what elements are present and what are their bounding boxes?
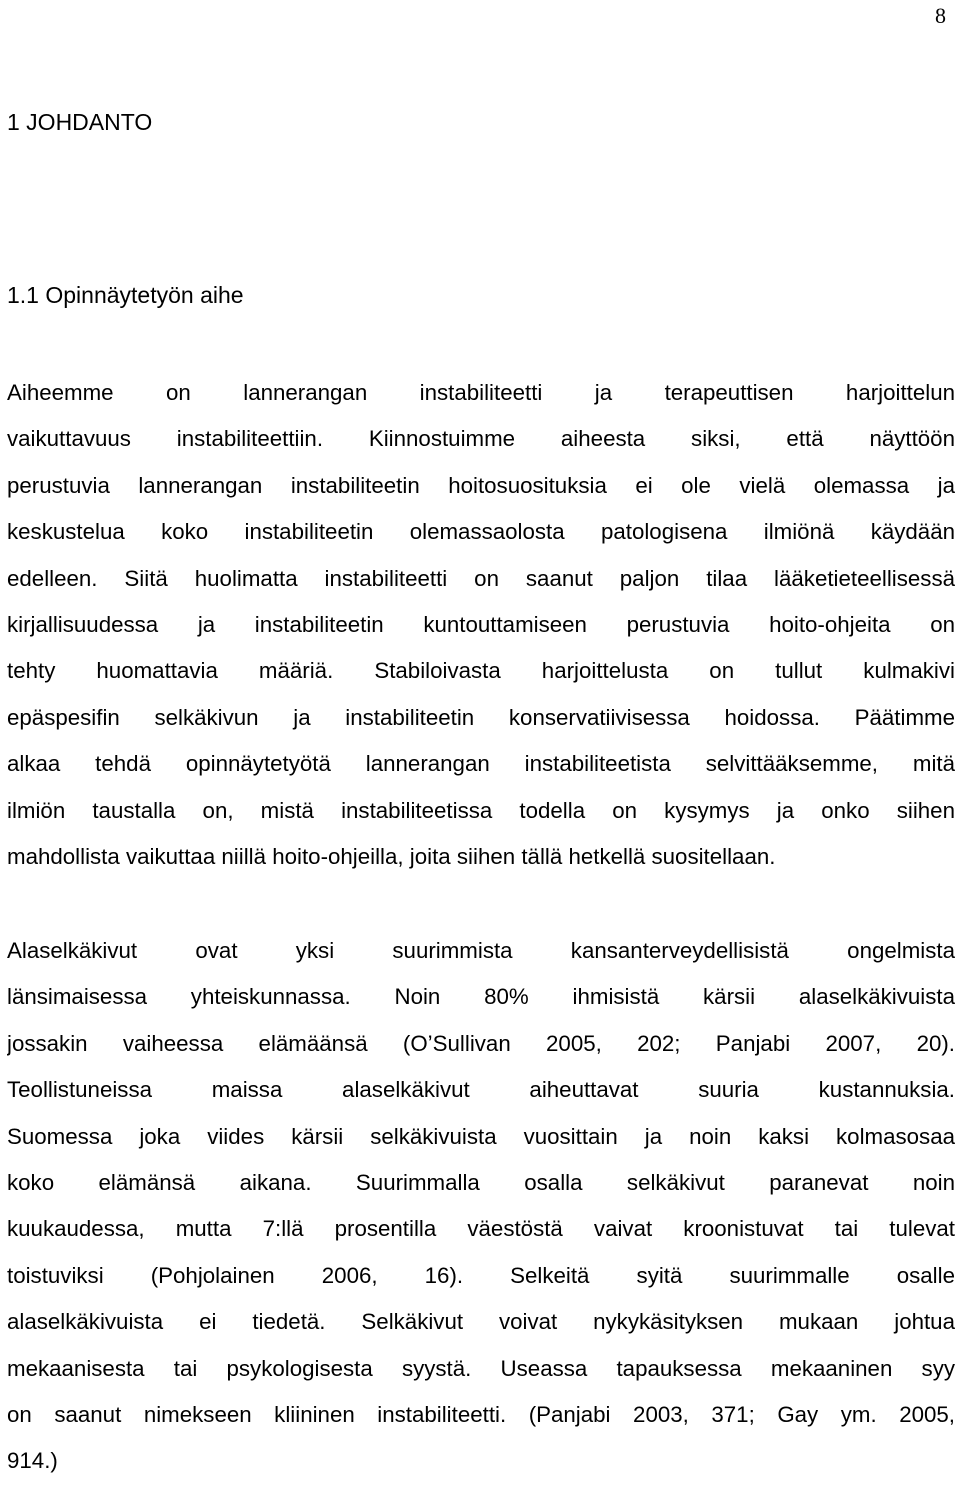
paragraph-line: keskustelua koko instabiliteetin olemassaolosta patologisena ilmiönä käydään xyxy=(7,519,955,545)
paragraph-line: epäspesifin selkäkivun ja instabiliteetin konservatiivisessa hoidossa. Päätimme xyxy=(7,704,955,730)
paragraph-line: kirjallisuudessa ja instabiliteetin kuntouttamiseen perustuvia hoito-ohjeita on xyxy=(7,611,955,637)
paragraph-2 xyxy=(7,928,955,1485)
paragraph-line: mahdollista vaikuttaa niillä hoito-ohjeilla, joita siihen tällä hetkellä suositellaan. xyxy=(7,843,776,869)
paragraph-1 xyxy=(7,370,955,880)
section-heading: 1.1 Opinnäytetyön aihe xyxy=(7,282,244,308)
chapter-heading: 1 JOHDANTO xyxy=(7,109,153,135)
paragraph-line: alaselkäkivuista ei tiedetä. Selkäkivut voivat nykykäsityksen mukaan johtua xyxy=(7,1309,955,1335)
paragraph-line: perustuvia lannerangan instabiliteetin hoitosuosituksia ei ole vielä olemassa ja xyxy=(7,472,955,498)
paragraph-line: tehty huomattavia määriä. Stabiloivasta harjoittelusta on tullut kulmakivi xyxy=(7,658,955,684)
paragraph-line: on saanut nimekseen kliininen instabiliteetti. (Panjabi 2003, 371; Gay ym. 2005, xyxy=(7,1401,955,1427)
paragraph-line: Aiheemme on lannerangan instabiliteetti ja terapeuttisen harjoittelun xyxy=(7,380,955,405)
paragraph-line: toistuviksi (Pohjolainen 2006, 16). Selkeitä syitä suurimmalle osalle xyxy=(7,1262,955,1288)
paragraph-line: Alaselkäkivut ovat yksi suurimmista kansanterveydellisistä ongelmista xyxy=(7,938,955,963)
paragraph-line: koko elämänsä aikana. Suurimmalla osalla selkäkivut paranevat noin xyxy=(7,1169,955,1195)
paragraph-line: Suomessa joka viides kärsii selkäkivuista vuosittain ja noin kaksi kolmasosaa xyxy=(7,1123,955,1149)
paragraph-line: vaikuttavuus instabiliteettiin. Kiinnostuimme aiheesta siksi, että näyttöön xyxy=(7,426,955,452)
paragraph-line: Teollistuneissa maissa alaselkäkivut aiheuttavat suuria kustannuksia. xyxy=(7,1077,955,1103)
paragraph-line: ilmiön taustalla on, mistä instabiliteetissa todella on kysymys ja onko siihen xyxy=(7,797,955,823)
paragraph-line: edelleen. Siitä huolimatta instabiliteetti on saanut paljon tilaa lääketieteellisessä xyxy=(7,565,955,591)
paragraph-line: alkaa tehdä opinnäytetyötä lannerangan instabiliteetista selvittääksemme, mitä xyxy=(7,751,955,777)
paragraph-line: jossakin vaiheessa elämäänsä (O’Sullivan 2005, 202; Panjabi 2007, 20). xyxy=(7,1030,955,1056)
paragraph-line: kuukaudessa, mutta 7:llä prosentilla väestöstä vaivat kroonistuvat tai tulevat xyxy=(7,1216,955,1242)
paragraph-line: 914.) xyxy=(7,1448,58,1474)
page-number: 8 xyxy=(935,3,946,28)
paragraph-line: länsimaisessa yhteiskunnassa. Noin 80% ihmisistä kärsii alaselkäkivuista xyxy=(7,984,955,1010)
paragraph-line: mekaanisesta tai psykologisesta syystä. Useassa tapauksessa mekaaninen syy xyxy=(7,1355,955,1381)
